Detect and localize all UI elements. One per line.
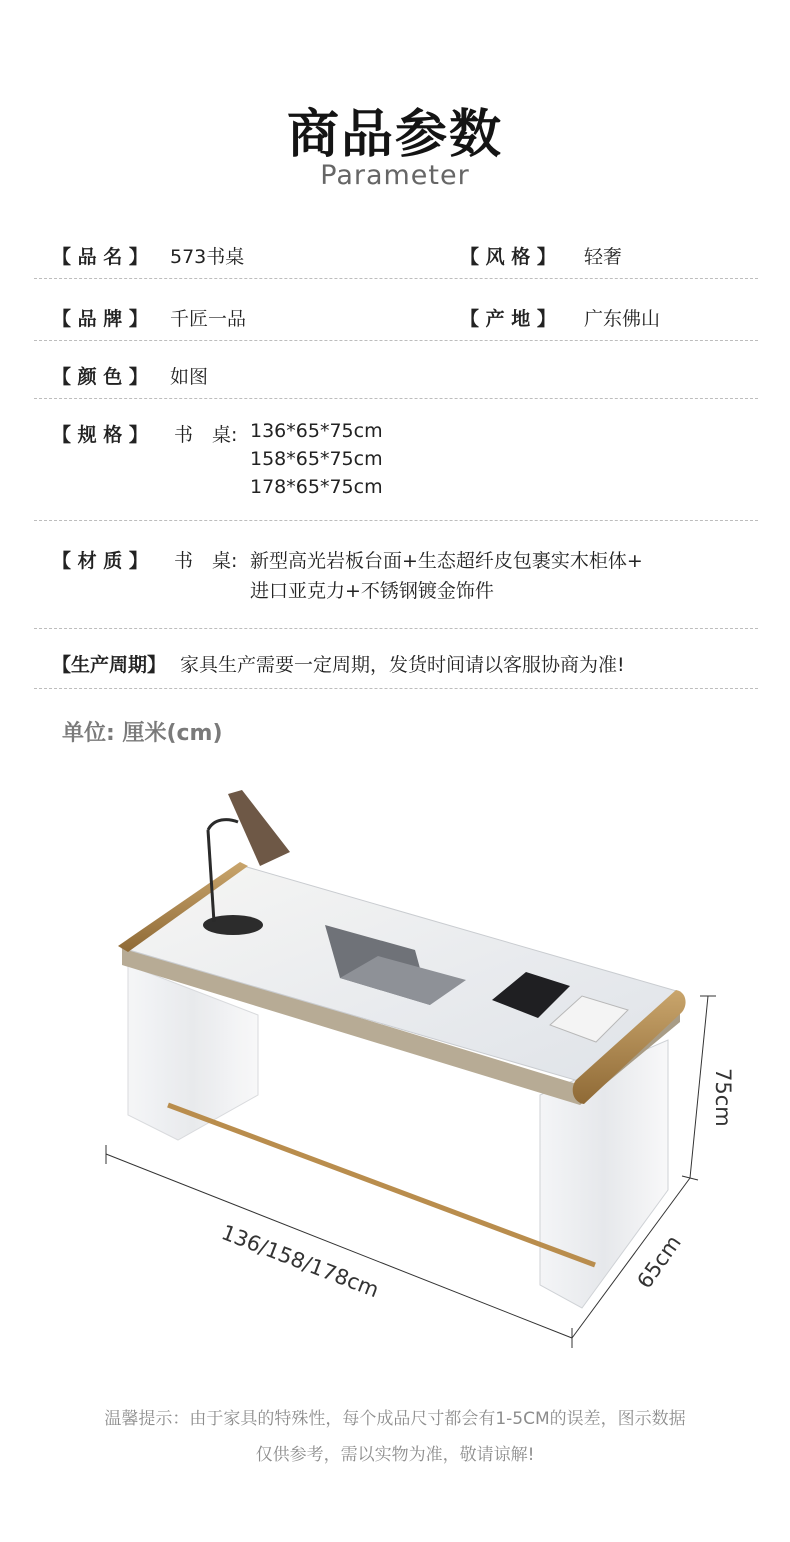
material-label: 【 材 质 】	[52, 550, 148, 572]
style-label: 【 风 格 】	[460, 246, 556, 268]
height-dimension: 75cm	[711, 1068, 735, 1127]
divider	[34, 520, 758, 521]
length-dimension: 136/158/178cm	[218, 1220, 383, 1303]
material-line: 进口亚克力+不锈钢镀金饰件	[250, 580, 494, 602]
material-item: 书 桌:	[174, 550, 238, 572]
unit-label: 单位: 厘米(cm)	[62, 721, 223, 746]
material-line: 新型高光岩板台面+生态超纤皮包裹实木柜体+	[250, 550, 643, 572]
color-value: 如图	[170, 366, 209, 388]
name-label: 【 品 名 】	[52, 246, 148, 268]
cycle-value: 家具生产需要一定周期，发货时间请以客服协商为准!	[180, 654, 625, 676]
page-title: 商品参数	[286, 105, 503, 165]
divider	[34, 278, 758, 279]
origin-value: 广东佛山	[584, 308, 661, 330]
spec-label: 【 规 格 】	[52, 424, 148, 446]
brand-label: 【 品 牌 】	[52, 308, 148, 330]
spec-value: 178*65*75cm	[250, 476, 383, 498]
depth-dimension: 65cm	[632, 1230, 686, 1293]
divider	[34, 340, 758, 341]
color-label: 【 颜 色 】	[52, 366, 148, 388]
spec-value: 136*65*75cm	[250, 420, 383, 442]
divider	[34, 628, 758, 629]
notice-line: 仅供参考，需以实物为准，敬请谅解!	[255, 1445, 535, 1465]
cycle-label: 【生产周期】	[52, 654, 167, 676]
style-value: 轻奢	[584, 246, 623, 268]
spec-item: 书 桌:	[174, 424, 238, 446]
desk-illustration	[0, 760, 790, 1380]
divider	[34, 688, 758, 689]
divider	[34, 398, 758, 399]
brand-value: 千匠一品	[170, 308, 247, 330]
origin-label: 【 产 地 】	[460, 308, 556, 330]
notice-line: 温馨提示：由于家具的特殊性，每个成品尺寸都会有1-5CM的误差，图示数据	[104, 1409, 686, 1429]
spec-value: 158*65*75cm	[250, 448, 383, 470]
page-subtitle: Parameter	[320, 160, 470, 191]
name-value: 573书桌	[170, 246, 245, 268]
